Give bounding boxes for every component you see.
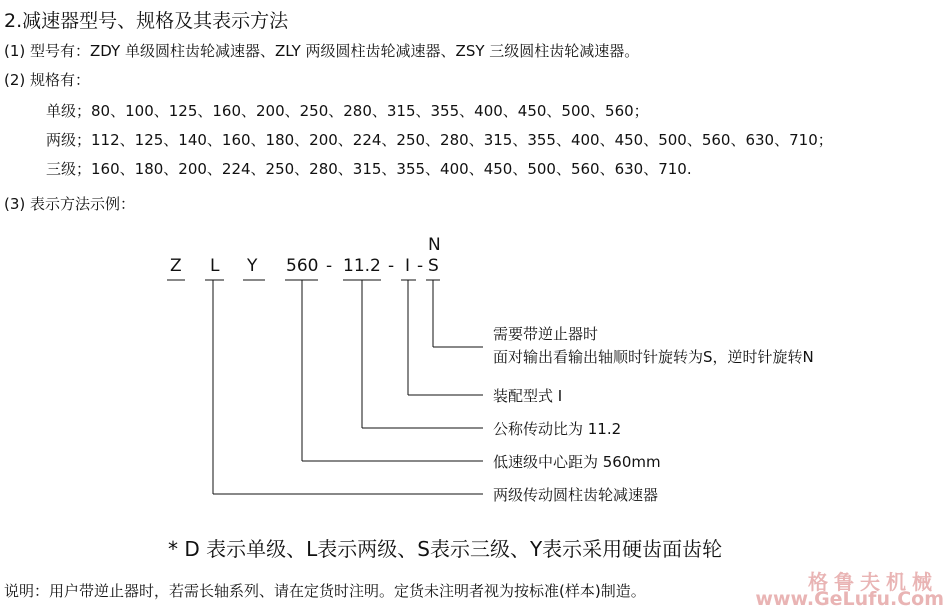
specs-label: (2) 规格有： — [4, 71, 91, 89]
desc-backstop-line1: 需要带逆止器时 — [493, 325, 599, 343]
spec-row-values: 80、100、125、160、200、250、280、315、355、400、450、500、560； — [91, 102, 649, 120]
desc-backstop-line2: 面对输出看输出轴顺时针旋转为S，逆时针旋转N — [493, 348, 814, 366]
footer-note: 说明：用户带逆止器时，若需长轴系列、请在定货时注明。定货未注明者视为按标准(样本)制造。 — [4, 582, 646, 600]
section-title: 2.减速器型号、规格及其表示方法 — [4, 10, 289, 32]
code-z: Z — [170, 256, 182, 276]
code-l: L — [210, 256, 220, 276]
models-label: (1) 型号有： — [4, 42, 91, 60]
spec-row-name: 两级； — [46, 131, 92, 149]
code-assembly: I — [405, 256, 411, 276]
desc-type: 两级传动圆柱齿轮减速器 — [493, 486, 659, 504]
models-text: ZDY 单级圆柱齿轮减速器、ZLY 两级圆柱齿轮减速器、ZSY 三级圆柱齿轮减速器。 — [90, 42, 640, 60]
spec-row-name: 单级； — [46, 102, 92, 120]
code-dash-2: - — [388, 256, 395, 276]
code-size: 560 — [286, 256, 319, 276]
spec-row-values: 112、125、140、160、180、200、224、250、280、315、355、400、450、500、560、630、710； — [91, 131, 833, 149]
desc-ratio: 公称传动比为 11.2 — [493, 420, 622, 438]
watermark-url: www.GeLufu.Com — [755, 588, 944, 610]
desc-distance: 低速级中心距为 560mm — [493, 453, 661, 471]
example-label: (3) 表示方法示例： — [4, 195, 136, 213]
spec-row-name: 三级； — [46, 160, 92, 178]
code-dash-3: - — [417, 256, 424, 276]
desc-assembly: 装配型式 I — [493, 387, 563, 405]
watermark-name: 格鲁夫机械 — [808, 570, 938, 594]
code-ratio: 11.2 — [343, 256, 381, 276]
code-y: Y — [247, 256, 258, 276]
code-s: S — [428, 256, 439, 276]
code-n: N — [428, 235, 441, 255]
code-dash-1: - — [326, 256, 333, 276]
spec-row-values: 160、180、200、224、250、280、315、355、400、450、500、560、630、710. — [91, 160, 692, 178]
type-code-note: * D 表示单级、L表示两级、S表示三级、Y表示采用硬齿面齿轮 — [168, 537, 723, 561]
